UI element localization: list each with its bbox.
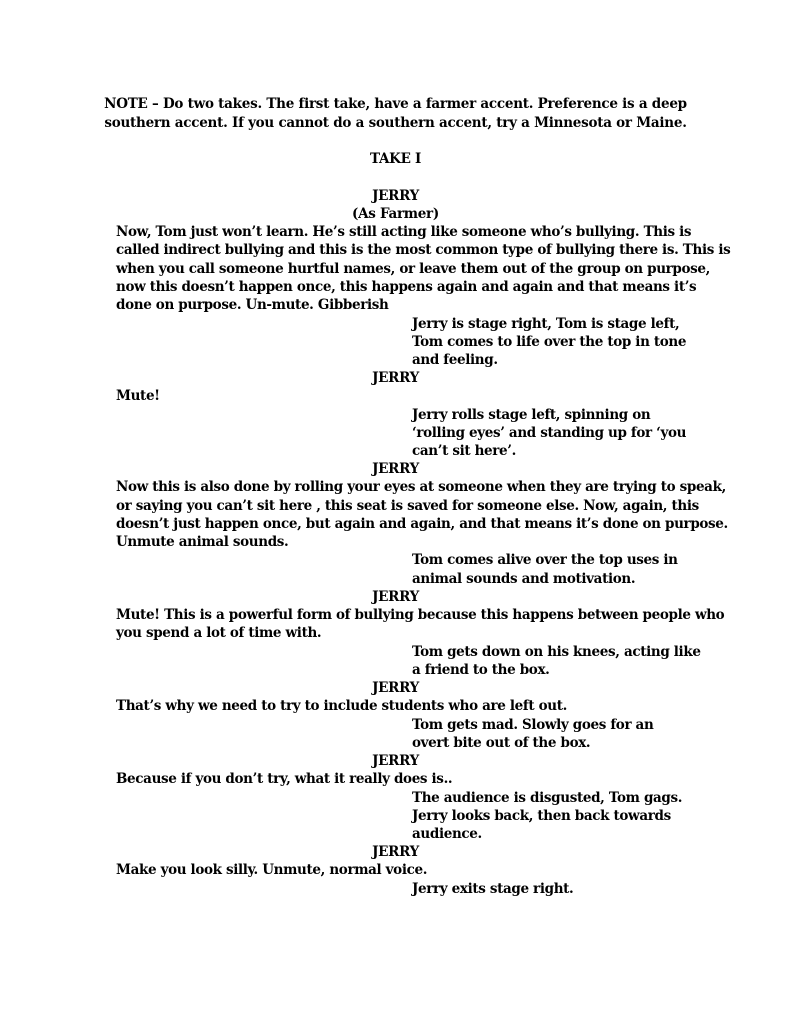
character-cue: JERRY (372, 370, 419, 386)
stage-direction-line: Tom gets mad. Slowly goes for an (412, 717, 654, 733)
dialog-line: That’s why we need to try to include students who are left out. (116, 698, 567, 714)
character-cue: JERRY (372, 753, 419, 769)
stage-direction-line: Tom gets down on his knees, acting like (412, 644, 701, 660)
character-cue: JERRY (372, 680, 419, 696)
dialog-line: now this doesn’t happen once, this happens again and again and that means it’s (116, 279, 697, 295)
character-cue: JERRY (372, 589, 419, 605)
note-line-2: southern accent. If you cannot do a southern accent, try a Minnesota or Maine. (104, 115, 687, 131)
dialog-line: doesn’t just happen once, but again and again, and that means it’s done on purpose. (116, 516, 728, 532)
stage-direction-line: Jerry looks back, then back towards (412, 808, 671, 824)
stage-direction-line: Jerry exits stage right. (412, 881, 574, 897)
stage-direction-line: Tom comes to life over the top in tone (412, 334, 687, 350)
dialog-line: Because if you don’t try, what it really does is.. (116, 771, 453, 787)
dialog-line: you spend a lot of time with. (116, 625, 322, 641)
character-cue: JERRY (372, 188, 419, 204)
character-cue: JERRY (372, 461, 419, 477)
dialog-line: done on purpose. Un-mute. Gibberish (116, 297, 389, 313)
character-cue: JERRY (372, 844, 419, 860)
stage-direction-line: Jerry rolls stage left, spinning on (412, 407, 651, 423)
stage-direction-line: animal sounds and motivation. (412, 571, 636, 587)
stage-direction-line: Jerry is stage right, Tom is stage left, (412, 316, 680, 332)
stage-direction-line: can’t sit here’. (412, 443, 516, 459)
dialog-line: called indirect bullying and this is the most common type of bullying there is. This is (116, 242, 731, 258)
stage-direction-line: overt bite out of the box. (412, 735, 591, 751)
dialog-line: Now, Tom just won’t learn. He’s still acting like someone who’s bullying. This is (116, 224, 692, 240)
take-heading: TAKE I (369, 151, 422, 167)
stage-direction-line: ‘rolling eyes’ and standing up for ‘you (412, 425, 687, 441)
dialog-line: or saying you can’t sit here , this seat is saved for someone else. Now, again, this (116, 498, 699, 514)
stage-direction-line: and feeling. (412, 352, 498, 368)
dialog-line: Mute! This is a powerful form of bullying because this happens between people who (116, 607, 725, 623)
stage-direction-line: Tom comes alive over the top uses in (412, 552, 678, 568)
parenthetical: (As Farmer) (352, 206, 439, 222)
dialog-line: Now this is also done by rolling your eyes at someone when they are trying to speak, (116, 479, 726, 495)
dialog-line: Unmute animal sounds. (116, 534, 289, 550)
note-line-1: NOTE – Do two takes. The first take, have a farmer accent. Preference is a deep (104, 96, 687, 112)
dialog-line: Make you look silly. Unmute, normal voice. (116, 862, 428, 878)
stage-direction-line: audience. (412, 826, 482, 842)
stage-direction-line: The audience is disgusted, Tom gags. (412, 790, 683, 806)
dialog-line: Mute! (116, 388, 160, 404)
stage-direction-line: a friend to the box. (412, 662, 550, 678)
dialog-line: when you call someone hurtful names, or leave them out of the group on purpose, (116, 261, 711, 277)
